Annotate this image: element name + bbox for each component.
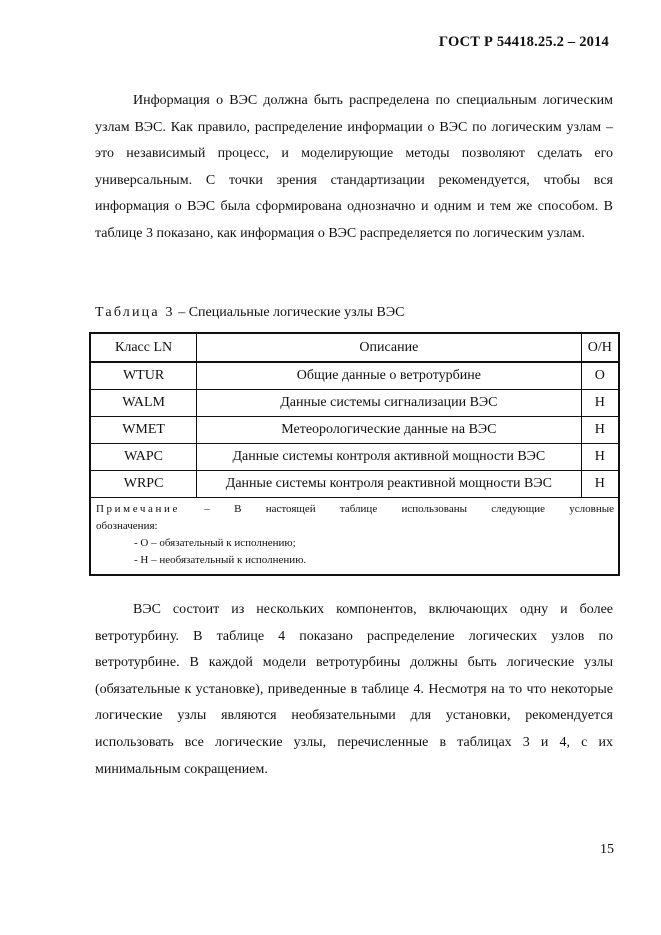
logical-nodes-table	[89, 332, 620, 576]
cell-class: WALM	[90, 390, 197, 417]
cell-class: WMET	[90, 417, 197, 444]
table-header-row	[90, 333, 619, 362]
table-row	[90, 362, 619, 390]
cell-mo: Н	[581, 417, 619, 444]
cell-class: WAPC	[90, 444, 197, 471]
cell-description: Метеорологические данные на ВЭС	[197, 417, 581, 444]
note-item-optional: - Н – необязательный к исполнению.	[134, 554, 307, 566]
cell-mo: Н	[581, 390, 619, 417]
note-text-first: – В настоящей таблице использованы следующие условные	[179, 503, 614, 515]
body-paragraph-2: ВЭС состоит из нескольких компонентов, включающих одну и более ветротурбину. В таблице 4 показано распределение логических узлов по ветротурбине. В каждой модели ветротурбины должны быть логические узлы (обязательные к установке), приведенные в таблице 4. Несмотря на то что некоторые логические узлы являются необязательными для установки, рекомендуется использовать все логические узлы, перечисленные в таблицах 3 и 4, с их минимальным сокращением.	[95, 602, 613, 777]
cell-mo: Н	[581, 471, 619, 498]
table-caption-label: Таблица 3	[95, 305, 175, 320]
table-row	[90, 417, 619, 444]
document-header: ГОСТ Р 54418.25.2 – 2014	[438, 34, 609, 50]
note-label: Примечание	[96, 503, 180, 515]
column-header-description: Описание	[197, 333, 581, 362]
cell-class: WRPC	[90, 471, 197, 498]
table-row	[90, 471, 619, 498]
table-caption-text: – Специальные логические узлы ВЭС	[174, 305, 405, 320]
table-row	[90, 444, 619, 471]
cell-description: Данные системы сигнализации ВЭС	[197, 390, 581, 417]
note-text-second: обозначения:	[96, 520, 158, 532]
cell-class: WTUR	[90, 362, 197, 390]
table-caption	[95, 305, 404, 321]
cell-description: Данные системы контроля активной мощности ВЭС	[197, 444, 581, 471]
cell-description: Данные системы контроля реактивной мощности ВЭС	[197, 471, 581, 498]
table-note	[90, 498, 619, 576]
column-header-mo: О/Н	[581, 333, 619, 362]
note-item-mandatory: - О – обязательный к исполнению;	[134, 537, 296, 549]
page-number: 15	[600, 842, 614, 857]
table-row	[90, 390, 619, 417]
cell-mo: О	[581, 362, 619, 390]
cell-description: Общие данные о ветротурбине	[197, 362, 581, 390]
column-header-class: Класс LN	[90, 333, 197, 362]
cell-mo: Н	[581, 444, 619, 471]
body-paragraph-1: Информация о ВЭС должна быть распределена по специальным логическим узлам ВЭС. Как правило, распределение информации о ВЭС по логическим узлам – это независимый процесс, и моделирующие методы позволяют сделать его универсальным. С точки зрения стандартизации рекомендуется, чтобы вся информация о ВЭС была сформирована однозначно и одним и тем же способом. В таблице 3 показано, как информация о ВЭС распределяется по логическим узлам.	[95, 93, 613, 241]
note-first-line	[96, 501, 614, 518]
table-note-row	[90, 498, 619, 576]
